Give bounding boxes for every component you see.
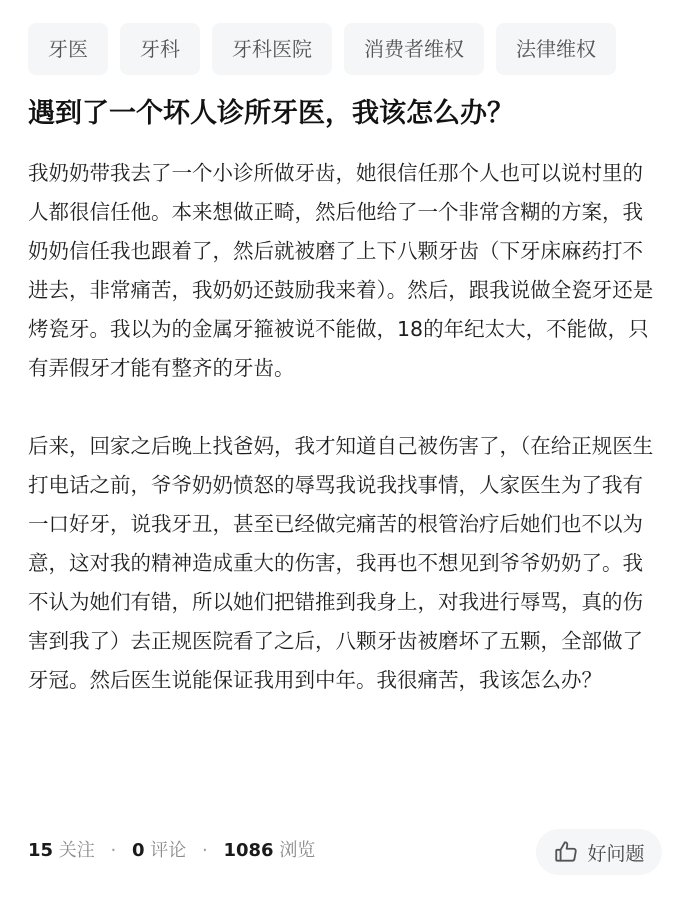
topic-tags [28,23,690,75]
stats-separator: · [110,840,117,861]
question-body [28,154,662,700]
topic-tag-dental-hospital[interactable]: 牙科医院 [212,23,332,75]
question-paragraph-2: 后来，回家之后晚上找爸妈，我才知道自己被伤害了，（在给正规医生打电话之前，爷爷奶奶愤怒的辱骂我说我找事情，人家医生为了我有一口好牙，说我牙丑，甚至已经做完痛苦的根管治疗后她们也不以为意，这对我的精神造成重大的伤害，我再也不想见到爷爷奶奶了。我不认为她们有错，所以她们把错推到我身上，对我进行辱骂，真的伤害到我了）去正规医院看了之后，八颗牙齿被磨坏了五颗，全部做了牙冠。然后医生说能保证我用到中年。我很痛苦，我该怎么办？ [28,434,654,692]
comments-count: 0 [132,840,145,861]
topic-tag-dentistry[interactable]: 牙科 [120,23,200,75]
question-paragraph-1: 我奶奶带我去了一个小诊所做牙齿，她很信任那个人也可以说村里的人都很信任他。本来想做正畸，然后他给了一个非常含糊的方案，我奶奶信任我也跟着了，然后就被磨了上下八颗牙齿（下牙床麻药打不进去，非常痛苦，我奶奶还鼓励我来着）。然后，跟我说做全瓷牙还是烤瓷牙。我以为的金属牙箍被说不能做，18的年纪太大，不能做，只有弄假牙才能有整齐的牙齿。 [28,161,654,380]
comments-label[interactable]: 评论 [150,840,187,861]
topic-tag-dentist[interactable]: 牙医 [28,23,108,75]
followers-count: 15 [28,840,54,861]
good-question-label: 好问题 [587,842,645,865]
views-count: 1086 [223,840,274,861]
topic-tag-consumer-rights[interactable]: 消费者维权 [344,23,484,75]
good-question-button[interactable] [536,829,662,875]
topic-tag-legal-rights[interactable]: 法律维权 [496,23,616,75]
thumbs-up-icon [553,839,579,865]
views-label: 浏览 [279,840,316,861]
stats-separator: · [202,840,208,861]
question-stats [28,826,315,876]
question-title: 遇到了一个坏人诊所牙医，我该怎么办？ [28,98,514,129]
followers-label[interactable]: 关注 [58,840,95,861]
question-footer [28,826,662,876]
